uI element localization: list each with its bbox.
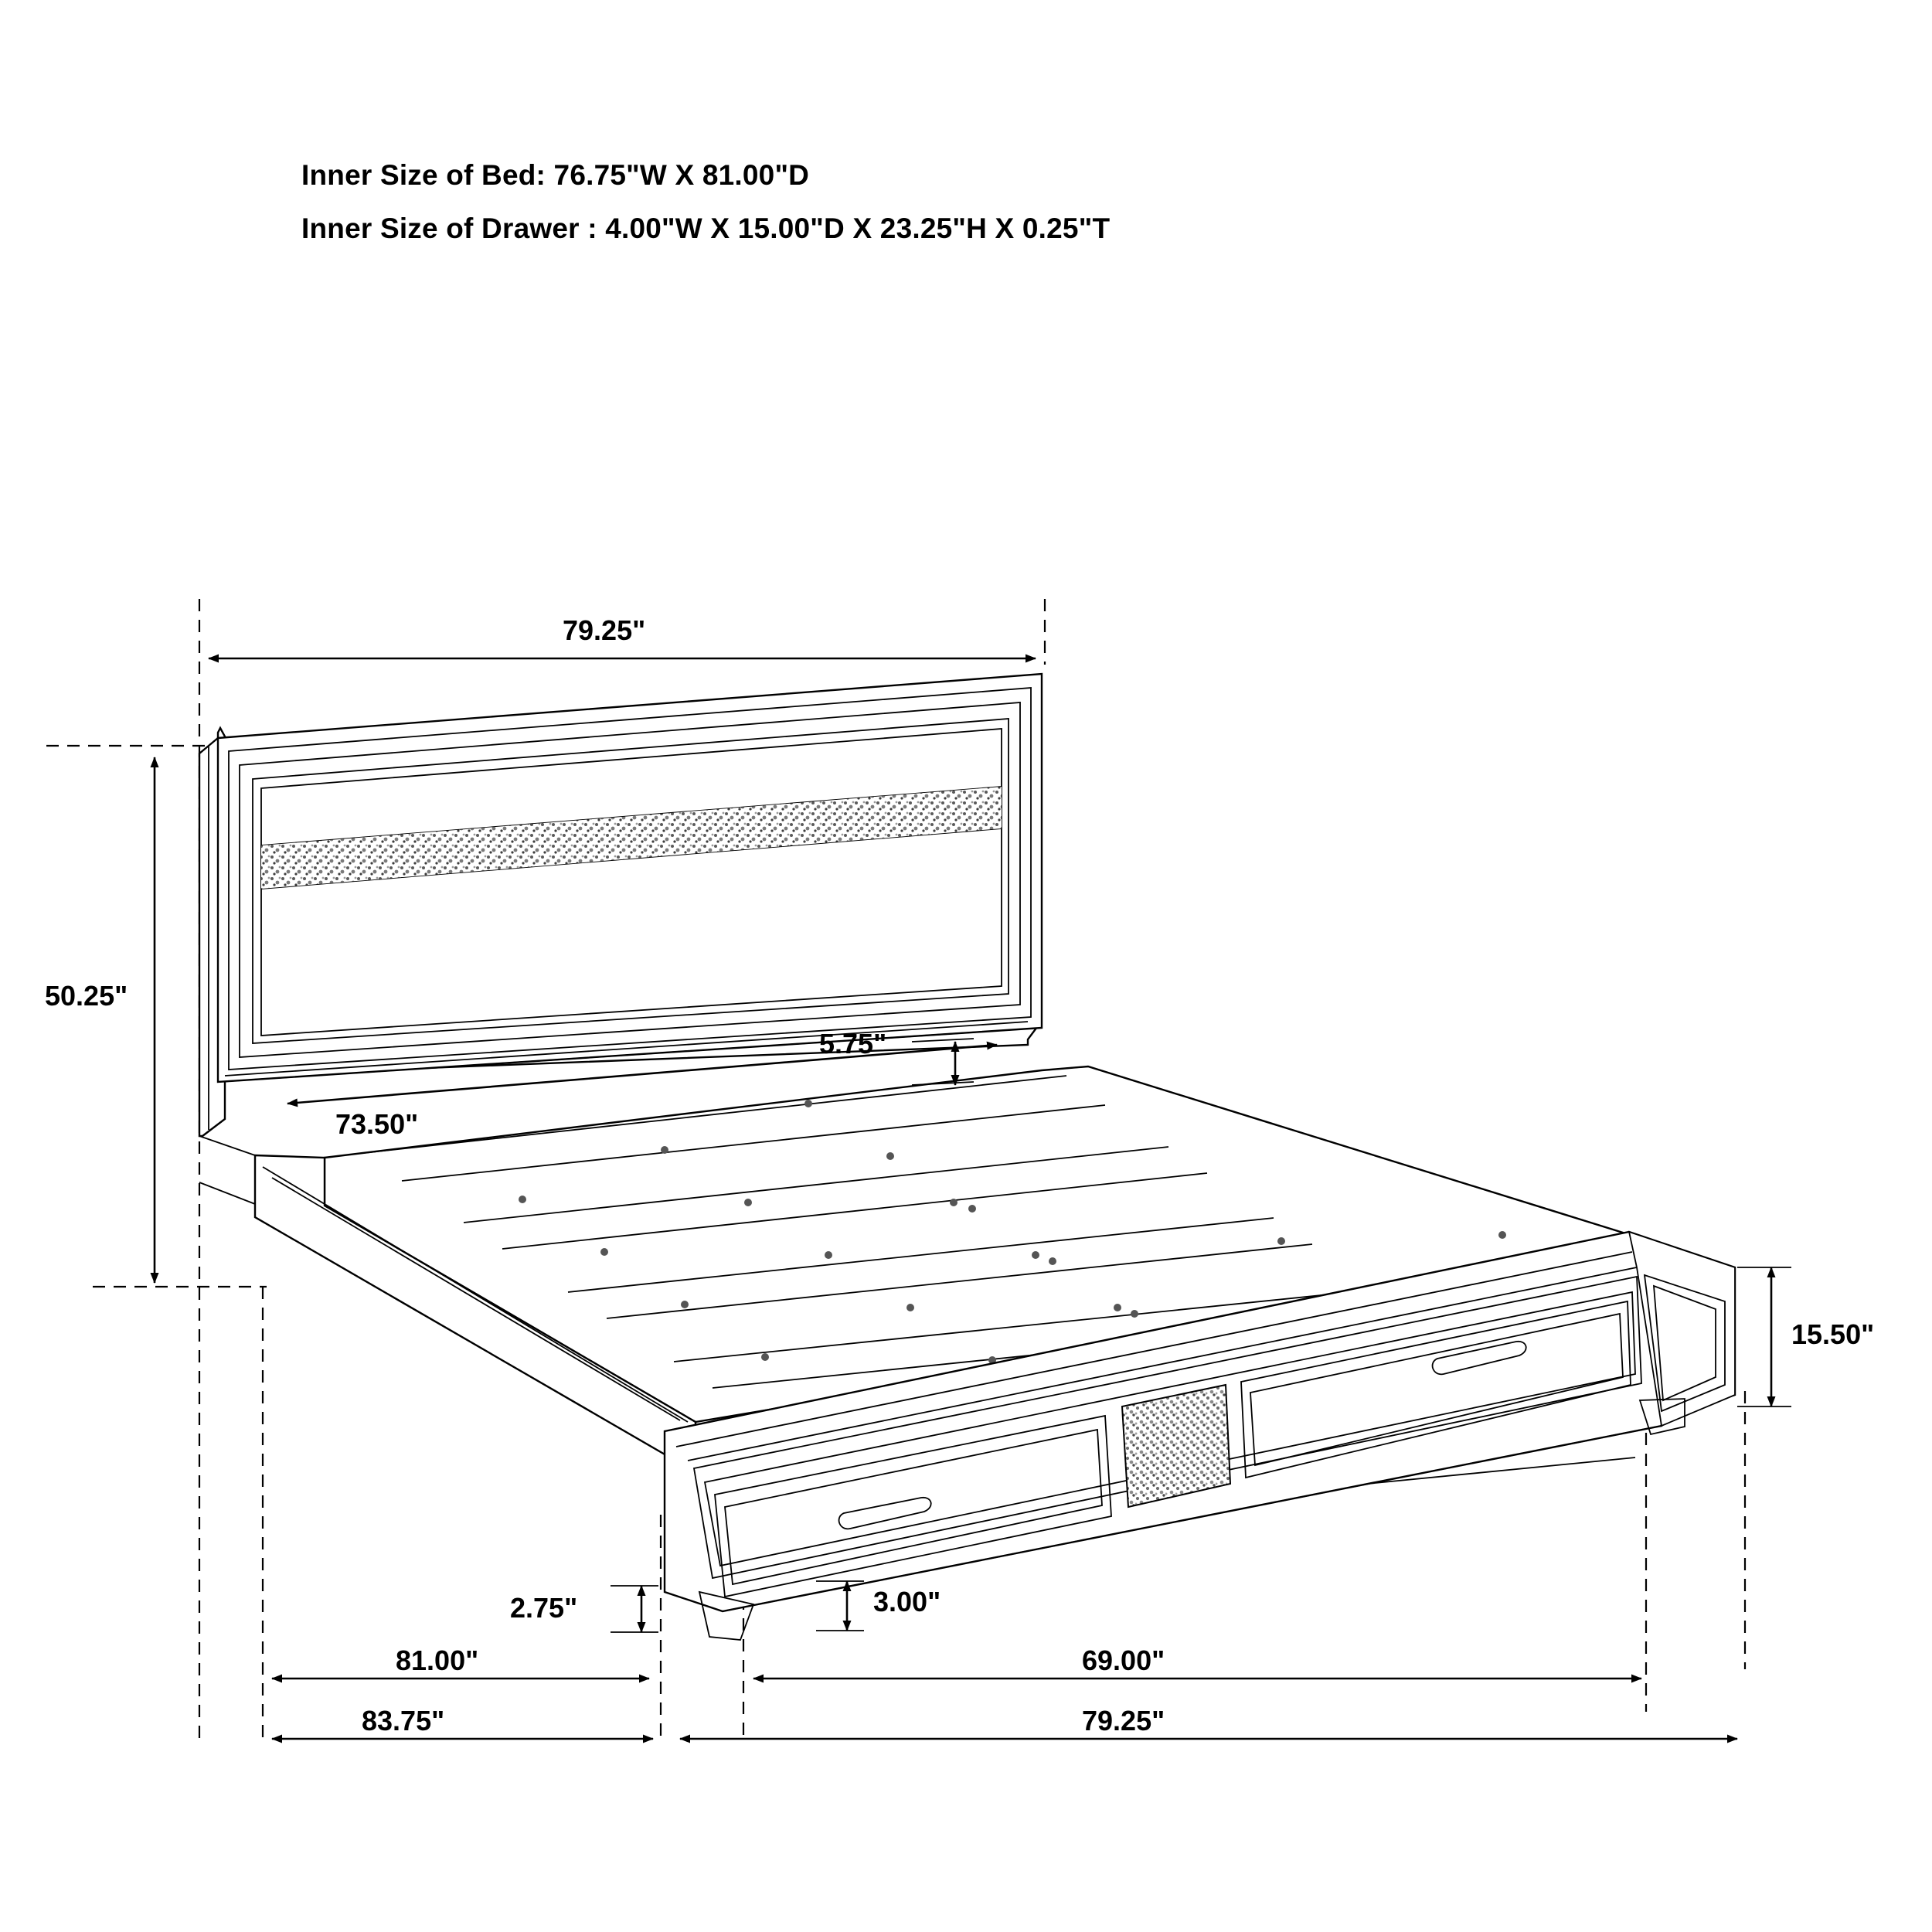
note-inner-size-drawer: Inner Size of Drawer : 4.00"W X 15.00"D X 23.25"H X 0.25"T (301, 213, 1111, 244)
headboard (199, 674, 1042, 1136)
dim-footboard-height: 15.50" (1791, 1318, 1875, 1350)
dim-foot-clearance-right: 3.00" (873, 1586, 941, 1617)
dim-depth-outer: 83.75" (362, 1705, 445, 1736)
dim-footboard-inner-width: 69.00" (1082, 1645, 1165, 1676)
dim-headboard-width: 79.25" (563, 614, 646, 646)
note-inner-size-bed: Inner Size of Bed: 76.75"W X 81.00"D (301, 159, 810, 191)
dim-depth-inner: 81.00" (396, 1645, 479, 1676)
dim-headboard-height: 50.25" (45, 980, 128, 1012)
dim-headboard-panel-width: 73.50" (335, 1108, 419, 1140)
dim-rail-offset: 5.75" (819, 1028, 887, 1060)
dim-foot-clearance-left: 2.75" (510, 1592, 578, 1624)
dim-footboard-outer-width: 79.25" (1082, 1705, 1165, 1736)
